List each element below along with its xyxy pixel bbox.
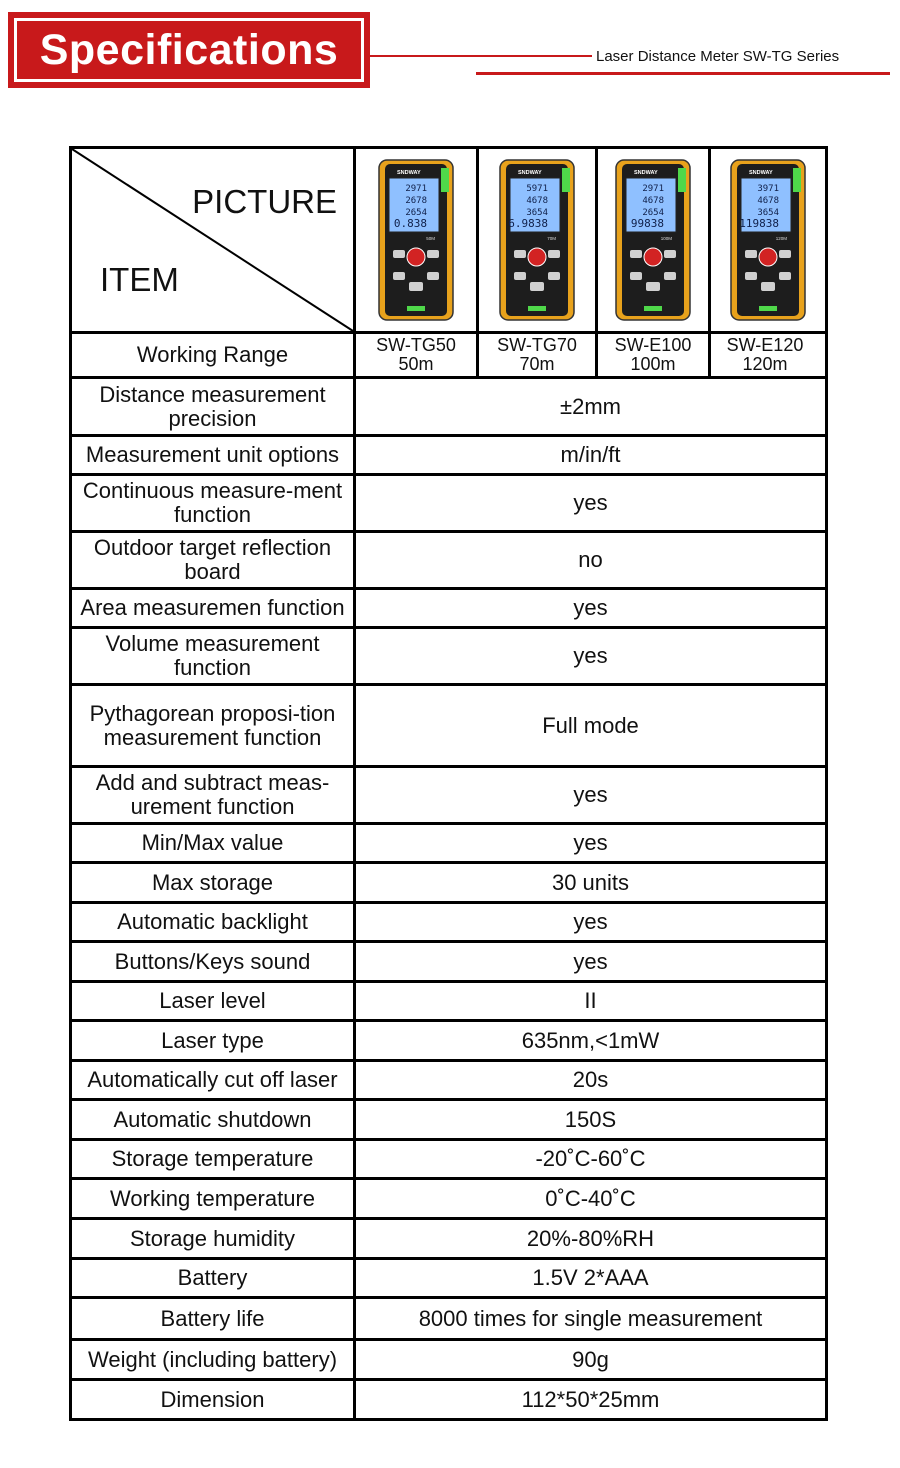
table-row (69, 1220, 828, 1260)
svg-text:119838: 119838 (739, 217, 779, 230)
row-label: Weight (including battery) (72, 1341, 356, 1378)
row-value: yes (573, 830, 608, 855)
specifications-banner (8, 12, 370, 88)
svg-text:4678: 4678 (526, 196, 548, 206)
svg-text:2654: 2654 (642, 208, 664, 218)
table-row (69, 1341, 828, 1381)
row-label: Buttons/Keys sound (72, 943, 356, 980)
row-label: Distance measurement precision (72, 379, 356, 434)
row-label: Area measuremen function (72, 590, 356, 626)
model-range: 100m (630, 354, 676, 374)
row-label: Dimension (72, 1381, 356, 1418)
table-row (69, 1381, 828, 1421)
svg-text:50M: 50M (426, 236, 435, 241)
row-label: Pythagorean proposi-tion measurement function (72, 686, 356, 765)
row-value: 20%-80%RH (526, 1225, 655, 1251)
row-value: yes (573, 490, 608, 515)
table-row (69, 379, 828, 437)
row-label: Automatic backlight (72, 904, 356, 940)
table-row (69, 1062, 828, 1101)
row-label: Laser type (72, 1022, 356, 1059)
row-label: Storage humidity (72, 1220, 356, 1257)
svg-text:5971: 5971 (526, 184, 548, 194)
row-label: Automatic shutdown (72, 1101, 356, 1138)
row-value: -20˚C-60˚C (535, 1146, 646, 1171)
row-label: Max storage (72, 864, 356, 901)
row-label: Volume measurement function (72, 629, 356, 683)
table-row (69, 686, 828, 768)
table-row (69, 1260, 828, 1299)
row-value: yes (573, 595, 608, 620)
row-value: yes (573, 643, 608, 668)
svg-text:4678: 4678 (642, 196, 664, 206)
table-row (69, 1101, 828, 1141)
row-value: Full mode (542, 712, 639, 738)
table-row (69, 1299, 828, 1341)
svg-text:4678: 4678 (757, 196, 779, 206)
laser-meter-image (498, 158, 576, 322)
model-cell (356, 334, 479, 376)
svg-text:3971: 3971 (757, 184, 779, 194)
row-label: Automatically cut off laser (72, 1062, 356, 1098)
table-row (69, 983, 828, 1022)
model-name: SW-TG50 (376, 335, 456, 355)
laser-meter-image (377, 158, 455, 322)
row-label: Storage temperature (72, 1141, 356, 1177)
picture-header-label: PICTURE (192, 183, 337, 220)
header-rule-top (370, 55, 592, 57)
table-row-working-range (69, 334, 828, 379)
header-corner-cell (72, 149, 356, 331)
table-row (69, 904, 828, 943)
row-value: ±2mm (560, 393, 621, 419)
table-row (69, 476, 828, 533)
page-title: Specifications (39, 25, 339, 74)
table-row (69, 629, 828, 686)
svg-text:SNDWAY: SNDWAY (634, 170, 658, 176)
row-value: 0˚C-40˚C (545, 1185, 636, 1211)
item-header-label: ITEM (100, 261, 179, 298)
svg-text:SNDWAY: SNDWAY (397, 170, 421, 176)
row-label: Battery life (72, 1299, 356, 1338)
device-picture-cell (598, 149, 711, 331)
model-range: 120m (742, 354, 788, 374)
svg-text:120M: 120M (775, 236, 787, 241)
table-row (69, 590, 828, 629)
row-label: Measurement unit options (72, 437, 356, 473)
row-value: 635nm,<1mW (521, 1027, 660, 1053)
table-header-row (69, 146, 828, 334)
svg-text:SNDWAY: SNDWAY (749, 170, 773, 176)
table-row (69, 825, 828, 864)
row-value: no (578, 547, 603, 572)
svg-text:6.9838: 6.9838 (508, 217, 548, 230)
device-picture-cell (356, 149, 479, 331)
row-value: 30 units (551, 869, 630, 895)
model-range: 70m (519, 354, 555, 374)
model-name: SW-TG70 (497, 335, 577, 355)
model-cell (598, 334, 711, 376)
svg-text:70M: 70M (547, 236, 556, 241)
svg-text:3654: 3654 (526, 208, 548, 218)
specifications-banner-frame (14, 18, 364, 82)
row-value: m/in/ft (560, 442, 621, 467)
row-label: Continuous measure-ment function (72, 476, 356, 530)
svg-text:99838: 99838 (630, 217, 664, 230)
row-value: 90g (572, 1346, 609, 1372)
device-picture-cell (711, 149, 825, 331)
svg-text:2678: 2678 (405, 196, 427, 206)
row-label: Outdoor target reflection board (72, 533, 356, 587)
laser-meter-image (614, 158, 692, 322)
table-row (69, 533, 828, 590)
spec-rows (69, 379, 828, 1421)
table-row (69, 1141, 828, 1180)
page-subtitle: Laser Distance Meter SW-TG Series (596, 48, 840, 65)
model-name: SW-E120 (726, 335, 804, 355)
table-row (69, 1180, 828, 1220)
svg-text:3654: 3654 (757, 208, 779, 218)
row-value: yes (573, 909, 608, 934)
row-label: Working Range (72, 334, 356, 376)
svg-text:0.838: 0.838 (393, 217, 427, 230)
row-label: Battery (72, 1260, 356, 1296)
table-row (69, 864, 828, 904)
laser-meter-image (729, 158, 807, 322)
svg-text:2971: 2971 (405, 184, 427, 194)
row-label: Add and subtract meas-urement function (72, 768, 356, 822)
table-row (69, 437, 828, 476)
table-row (69, 943, 828, 983)
spec-table (69, 146, 828, 1421)
header-rule-bottom (476, 72, 890, 75)
diagonal-divider (72, 149, 353, 331)
svg-text:SNDWAY: SNDWAY (518, 170, 542, 176)
model-range: 50m (398, 354, 434, 374)
model-name: SW-E100 (614, 335, 692, 355)
row-value: 8000 times for single measurement (418, 1305, 763, 1331)
svg-text:2654: 2654 (405, 208, 427, 218)
row-value: 150S (564, 1106, 617, 1132)
table-row (69, 1022, 828, 1062)
svg-text:2971: 2971 (642, 184, 664, 194)
table-row (69, 768, 828, 825)
row-value: yes (573, 782, 608, 807)
row-value: 20s (572, 1067, 609, 1092)
svg-text:100M: 100M (660, 236, 672, 241)
device-picture-cell (479, 149, 598, 331)
row-label: Working temperature (72, 1180, 356, 1217)
model-cell (479, 334, 598, 376)
row-label: Laser level (72, 983, 356, 1019)
row-value: 112*50*25mm (521, 1386, 660, 1412)
row-value: II (584, 988, 597, 1013)
row-label: Min/Max value (72, 825, 356, 861)
row-value: yes (573, 948, 608, 974)
model-cell (711, 334, 819, 376)
row-value: 1.5V 2*AAA (532, 1265, 649, 1290)
